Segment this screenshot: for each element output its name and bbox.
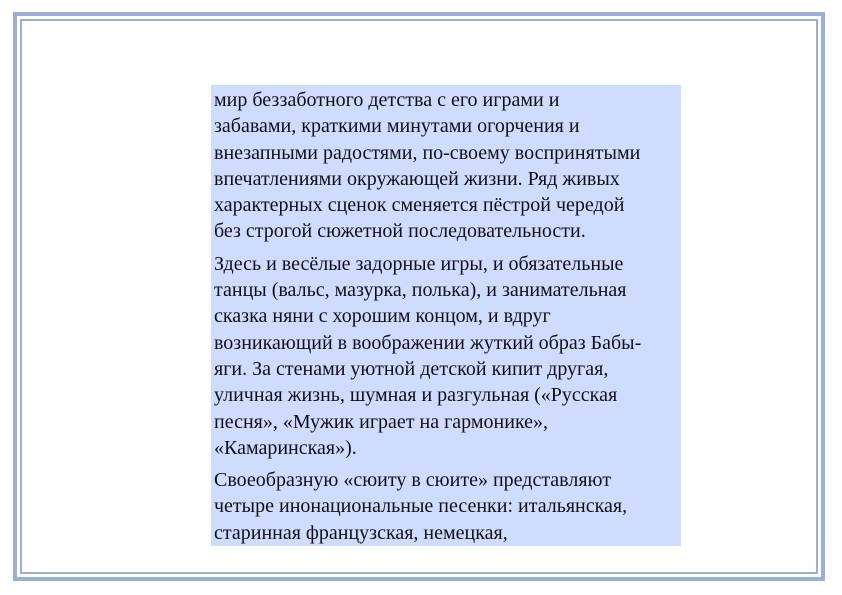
text-box — [211, 85, 681, 546]
paragraph-1: мир беззаботного детства с его играми и забавами, краткими минутами огорчения и внезапными радостями, по-своему воспринятыми впечатлениями окружающей жизни. Ряд живых характерных сценок сменяется пёстрой чередой без строгой сюжетной последовательности. — [214, 89, 641, 243]
paragraph-3: Своеобразную «сюиту в сюите» представляют четыре инонациональные песенки: итальянская, старинная французская, немецкая, — [214, 469, 628, 544]
paragraph-2: Здесь и весёлые задорные игры, и обязательные танцы (вальс, мазурка, полька), и занимательная сказка няни с хорошим концом, и вдруг возникающий в воображении жуткий образ Бабы- яги. За стенами уютной детской кипит другая, уличная жизнь, шумная и разгульная («Русская песня», «Мужик играет на гармонике», «Камаринская»). — [214, 252, 642, 459]
